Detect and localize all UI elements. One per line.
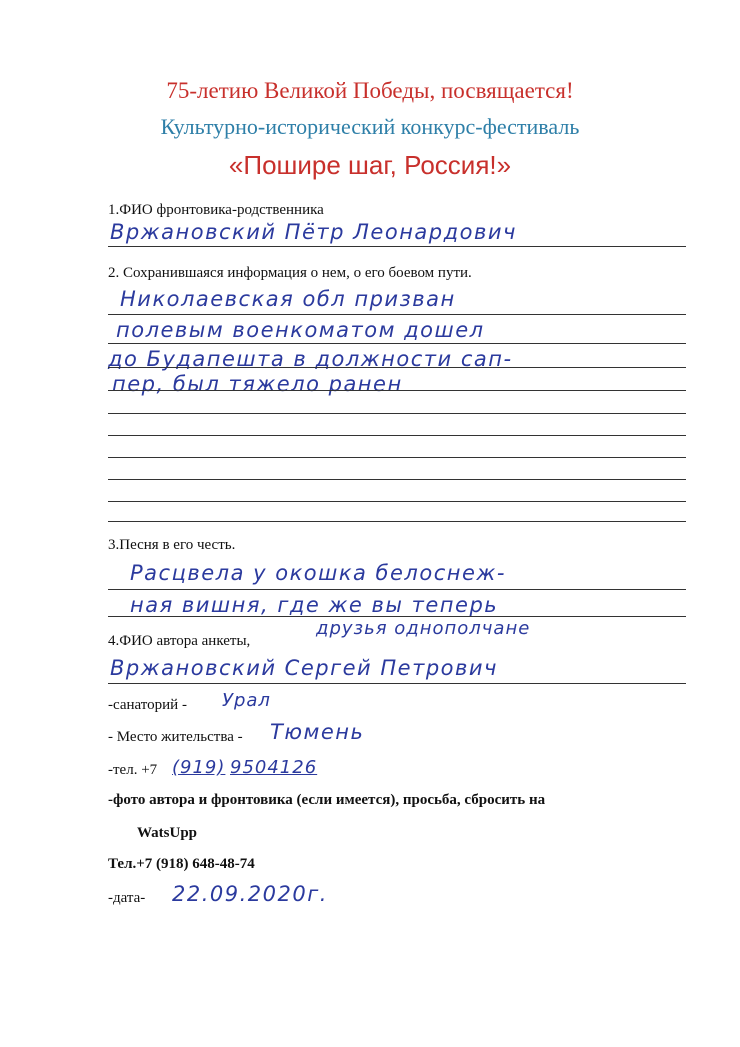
phone-code-handwritten: (919)	[172, 757, 226, 778]
section4-answer-handwritten: Вржановский Сергей Петрович	[110, 656, 498, 680]
residence-label: - Место жительства -	[108, 729, 243, 745]
photo-request-messenger: WatsUpp	[137, 825, 198, 841]
section3-answer-line-2: ная вишня, где же вы теперь	[130, 593, 499, 617]
answer-line	[108, 314, 686, 315]
answer-line	[108, 457, 686, 458]
contact-phone: Тел.+7 (918) 648-48-74	[108, 856, 255, 872]
photo-request-text: -фото автора и фронтовика (если имеется), просьба, сбросить на	[108, 792, 546, 808]
answer-line	[108, 521, 686, 522]
header-dedication: 75-летию Великой Победы, посвящается!	[166, 78, 574, 103]
sanatorium-label: -санаторий -	[108, 697, 187, 713]
date-label: -дата-	[108, 890, 146, 906]
section2-answer-line-4: пер, был тяжело ранен	[112, 372, 403, 396]
section3-answer-line-3: друзья однополчане	[316, 618, 531, 639]
section2-answer-line-1: Николаевская обл призван	[120, 287, 456, 311]
answer-line	[108, 246, 686, 247]
section2-answer-line-2: полевым военкоматом дошел	[116, 318, 485, 342]
section1-label: 1.ФИО фронтовика-родственника	[108, 202, 324, 218]
answer-line	[108, 479, 686, 480]
section4-label: 4.ФИО автора анкеты,	[108, 633, 251, 649]
answer-line	[108, 501, 686, 502]
section3-answer-line-1: Расцвела у окошка белоснеж-	[130, 561, 506, 585]
date-value-handwritten: 22.09.2020г.	[172, 882, 328, 906]
section3-label: 3.Песня в его честь.	[108, 537, 236, 553]
answer-line	[108, 589, 686, 590]
section2-answer-line-3: до Будапешта в должности сап-	[108, 347, 513, 371]
answer-line	[108, 343, 686, 344]
residence-value-handwritten: Тюмень	[270, 720, 365, 744]
phone-number-handwritten: 9504126	[230, 757, 318, 778]
phone-label: -тел. +7	[108, 762, 158, 778]
answer-line	[108, 390, 686, 391]
header-festival-title: «Пошире шаг, Россия!»	[228, 150, 512, 180]
section2-label: 2. Сохранившаяся информация о нем, о его боевом пути.	[108, 265, 472, 281]
answer-line	[108, 616, 686, 617]
answer-line	[108, 413, 686, 414]
sanatorium-value-handwritten: Урал	[222, 690, 271, 711]
section1-answer-handwritten: Вржановский Пётр Леонардович	[110, 220, 517, 244]
answer-line	[108, 367, 686, 368]
header-contest-name: Культурно-исторический конкурс-фестиваль	[160, 114, 580, 139]
answer-line	[108, 683, 686, 684]
answer-line	[108, 435, 686, 436]
